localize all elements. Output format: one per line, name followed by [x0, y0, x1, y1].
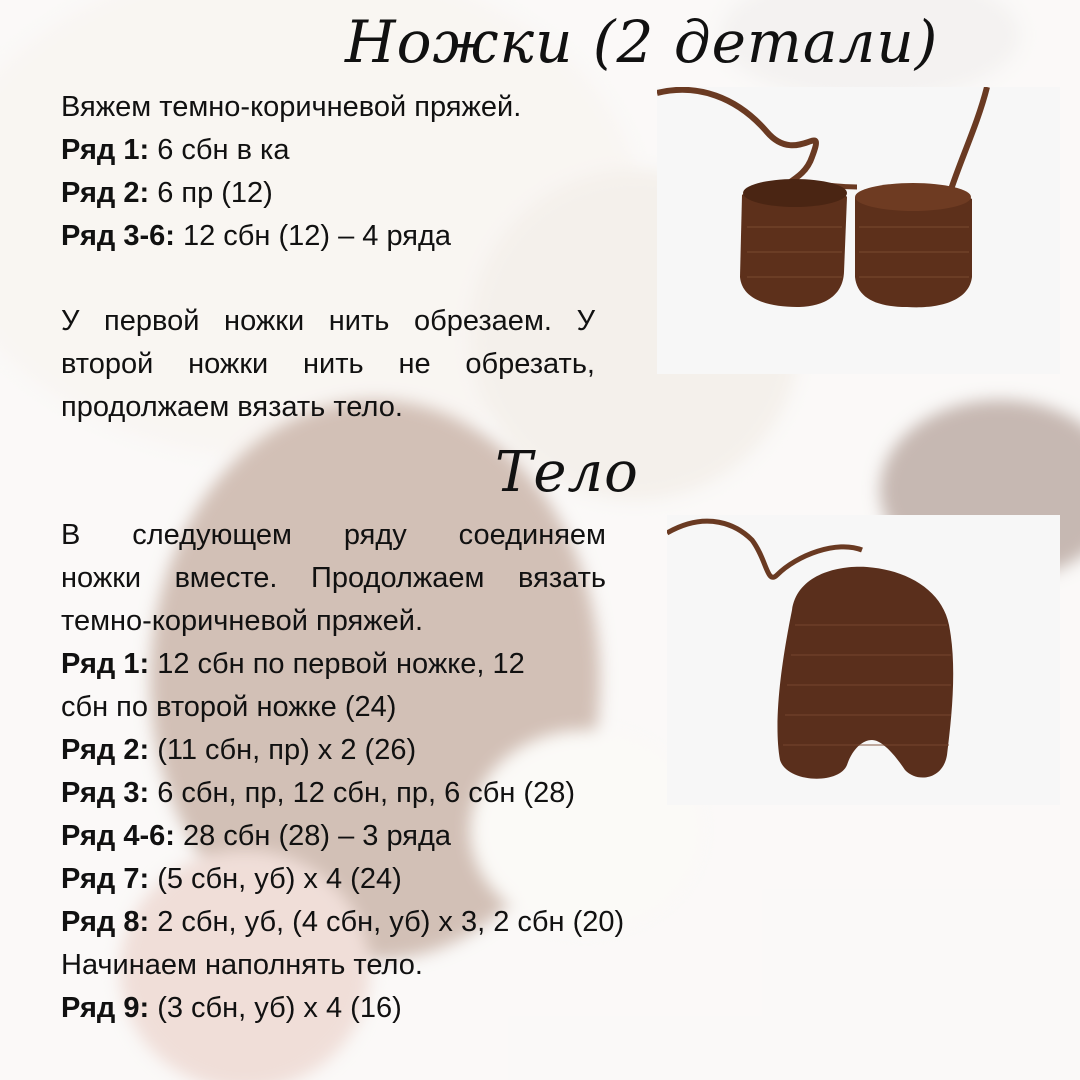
row-text: (5 сбн, уб) х 4 (24): [149, 863, 402, 895]
row-text: 12 сбн (12) – 4 ряда: [174, 220, 452, 252]
body-row: [61, 686, 711, 729]
legs-line: [61, 215, 601, 258]
row-text: (3 сбн, уб) х 4 (16): [149, 992, 402, 1024]
note-line: У первой ножки нить обрезаем. У: [61, 305, 595, 337]
body-row: [61, 944, 711, 987]
row-label: Ряд 1:: [61, 648, 150, 680]
legs-line: [61, 172, 601, 215]
row-label: Ряд 7:: [61, 863, 150, 895]
body-row: [61, 901, 711, 944]
section-title-legs: Ножки (2 детали): [345, 8, 939, 76]
legs-line: [61, 86, 601, 129]
body-row: [61, 815, 711, 858]
row-label: Ряд 2:: [61, 734, 150, 766]
legs-instructions: [61, 86, 601, 258]
photo-crocheted-body: [667, 515, 1060, 805]
body-row: [61, 729, 711, 772]
row-label: Ряд 8:: [61, 906, 150, 938]
row-label: Ряд 9:: [61, 992, 150, 1024]
row-label: Ряд 2:: [61, 177, 150, 209]
row-label: Ряд 3-6:: [61, 220, 175, 252]
legs-note: [61, 300, 595, 429]
body-row: [61, 772, 711, 815]
row-text: Вяжем темно-коричневой пряжей.: [61, 91, 522, 123]
body-row: [61, 858, 711, 901]
row-label: Ряд 3:: [61, 777, 150, 809]
body-intro: [61, 514, 606, 643]
row-label: Ряд 1:: [61, 134, 150, 166]
row-text: (11 сбн, пр) х 2 (26): [149, 734, 417, 766]
row-text: Начинаем наполнять тело.: [61, 949, 423, 981]
note-line: второй ножки нить не обрезать,: [61, 348, 595, 380]
legs-line: [61, 129, 601, 172]
row-text: 6 пр (12): [149, 177, 273, 209]
row-text: 12 сбн по первой ножке, 12: [149, 648, 525, 680]
row-text: 28 сбн (28) – 3 ряда: [174, 820, 452, 852]
body-instructions: [61, 514, 711, 1030]
intro-line: ножки вместе. Продолжаем вязать: [61, 562, 606, 594]
section-title-body: Тело: [495, 440, 639, 505]
row-text: 2 сбн, уб, (4 сбн, уб) х 3, 2 сбн (20): [149, 906, 625, 938]
row-text: 6 сбн, пр, 12 сбн, пр, 6 сбн (28): [149, 777, 576, 809]
body-row: [61, 987, 711, 1030]
photo-crocheted-legs: [657, 87, 1060, 374]
body-row: [61, 643, 711, 686]
intro-line: темно-коричневой пряжей.: [61, 605, 424, 637]
row-text: сбн по второй ножке (24): [61, 691, 397, 723]
note-line: продолжаем вязать тело.: [61, 391, 403, 423]
row-label: Ряд 4-6:: [61, 820, 175, 852]
intro-line: В следующем ряду соединяем: [61, 519, 606, 551]
row-text: 6 сбн в ка: [149, 134, 290, 166]
